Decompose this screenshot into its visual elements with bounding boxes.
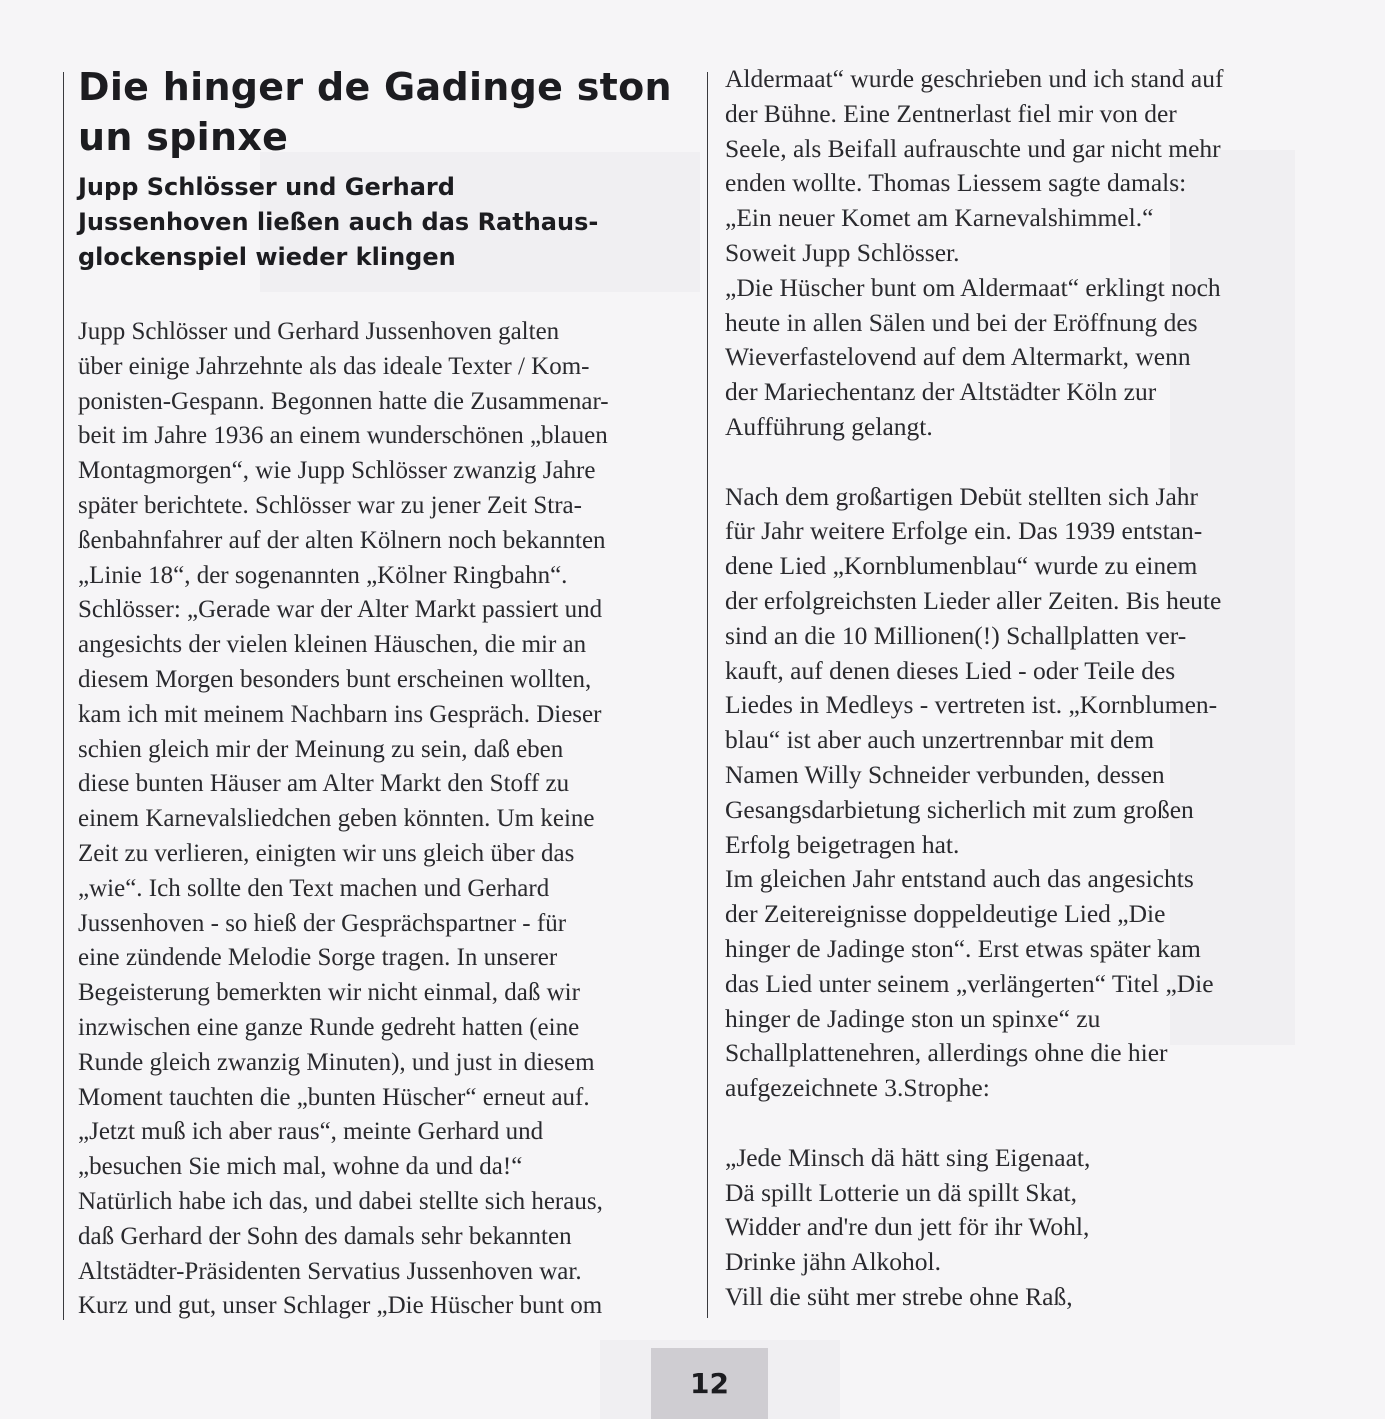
body-text-line: Altstädter-Präsidenten Servatius Jussenhoven war.: [78, 1257, 582, 1285]
body-text-line: Kurz und gut, unser Schlager „Die Hüscher bunt om: [78, 1292, 603, 1320]
body-text-line: enden wollte. Thomas Liessem sagte damals:: [725, 168, 1187, 198]
article-subtitle: [78, 170, 700, 275]
verse-line: Drinke jähn Alkohol.: [725, 1247, 942, 1277]
body-text-line: der Bühne. Eine Zentnerlast fiel mir von der: [725, 98, 1177, 128]
body-text-line: eine zündende Melodie Sorge tragen. In unserer: [78, 944, 558, 972]
verse-line: Widder and're dun jett för ihr Wohl,: [725, 1212, 1090, 1242]
paragraph-gap: [725, 445, 1305, 480]
title-line: un spinxe: [78, 115, 289, 159]
body-text-line: Jussenhoven - so hieß der Gesprächspartner - für: [78, 909, 567, 937]
body-text-line: Aufführung gelangt.: [725, 411, 933, 441]
body-text-line: Begeisterung bemerkten wir nicht einmal, daß wir: [78, 979, 580, 1007]
body-text-line: aufgezeichnete 3.Strophe:: [725, 1073, 990, 1103]
body-text-line: „besuchen Sie mich mal, wohne da und da!“: [78, 1153, 523, 1181]
body-text-line: sind an die 10 Millionen(!) Schallplatten ver-: [725, 620, 1187, 650]
right-column: [725, 62, 1305, 1315]
verse-line: „Jede Minsch dä hätt sing Eigenaat,: [725, 1142, 1091, 1172]
subtitle-line: Jupp Schlösser und Gerhard: [78, 173, 455, 201]
subtitle-line: Jussenhoven ließen auch das Rathaus-: [78, 208, 599, 236]
body-text-line: Schlösser: „Gerade war der Alter Markt passiert und: [78, 596, 603, 624]
body-text-line: kam ich mit meinem Nachbarn ins Gespräch. Dieser: [78, 700, 602, 728]
verse-line: Dä spillt Lotterie un dä spillt Skat,: [725, 1177, 1077, 1207]
body-text-line: einem Karnevalsliedchen geben könnten. Um keine: [78, 805, 595, 833]
column-divider-rule: [707, 72, 708, 1318]
body-text-line: ponisten-Gespann. Begonnen hatte die Zusammenar-: [78, 387, 609, 415]
body-text-line: Schallplattenehren, allerdings ohne die hier: [725, 1038, 1168, 1068]
left-column-rule: [63, 72, 64, 1320]
body-text-line: Moment tauchten die „bunten Hüscher“ erneut auf.: [78, 1083, 590, 1111]
body-text-line: daß Gerhard der Sohn des damals sehr bekannten: [78, 1222, 572, 1250]
title-line: Die hinger de Gadinge ston: [78, 65, 672, 109]
body-text-line: hinger de Jadinge ston“. Erst etwas später kam: [725, 933, 1201, 963]
body-text-line: diesem Morgen besonders bunt erscheinen wollten,: [78, 665, 592, 693]
body-text-line: „Die Hüscher bunt om Aldermaat“ erklingt noch: [725, 272, 1221, 302]
body-text-line: der Zeitereignisse doppeldeutige Lied „Die: [725, 899, 1166, 929]
body-text-line: kauft, auf denen dieses Lied - oder Teile des: [725, 655, 1176, 685]
body-text-line: blau“ ist aber auch unzertrennbar mit dem: [725, 725, 1155, 755]
body-text-line: Natürlich habe ich das, und dabei stellte sich heraus,: [78, 1187, 603, 1215]
body-text-line: Wieverfastelovend auf dem Altermarkt, wenn: [725, 342, 1191, 372]
body-text-line: für Jahr weitere Erfolge ein. Das 1939 entstan-: [725, 516, 1203, 546]
body-text-line: Soweit Jupp Schlösser.: [725, 237, 960, 267]
verse-line: Vill die süht mer strebe ohne Raß,: [725, 1281, 1073, 1311]
body-text-line: „Ein neuer Komet am Karnevalshimmel.“: [725, 203, 1154, 233]
page-number: 12: [651, 1348, 768, 1419]
body-text-line: „Linie 18“, der sogenannten „Kölner Ringbahn“.: [78, 561, 568, 589]
body-text-line: ßenbahnfahrer auf der alten Kölnern noch bekannten: [78, 526, 606, 554]
body-text-line: Aldermaat“ wurde geschrieben und ich stand auf: [725, 64, 1224, 93]
right-paragraph-2: [725, 480, 1305, 1106]
subtitle-line: glockenspiel wieder klingen: [78, 243, 456, 271]
body-text-line: der Mariechentanz der Altstädter Köln zur: [725, 377, 1157, 407]
article-title: [78, 62, 700, 162]
body-text-line: Namen Willy Schneider verbunden, dessen: [725, 759, 1165, 789]
body-text-line: Liedes in Medleys - vertreten ist. „Kornblumen-: [725, 690, 1218, 720]
paragraph-gap: [725, 1106, 1305, 1141]
body-text-line: Im gleichen Jahr entstand auch das angesichts: [725, 864, 1194, 894]
body-text-line: heute in allen Sälen und bei der Eröffnung des: [725, 307, 1198, 337]
body-text-line: Erfolg beigetragen hat.: [725, 829, 960, 859]
song-verse: [725, 1141, 1305, 1315]
left-column: [78, 62, 700, 1324]
body-text-line: Montagmorgen“, wie Jupp Schlösser zwanzig Jahre: [78, 457, 596, 485]
body-text-line: angesichts der vielen kleinen Häuschen, die mir an: [78, 631, 587, 659]
body-text-line: „Jetzt muß ich aber raus“, meinte Gerhard und: [78, 1118, 544, 1146]
body-text-line: beit im Jahre 1936 an einem wunderschönen „blauen: [78, 422, 608, 450]
body-text-line: Nach dem großartigen Debüt stellten sich Jahr: [725, 481, 1199, 511]
body-text-line: hinger de Jadinge ston un spinxe“ zu: [725, 1003, 1101, 1033]
body-text-line: diese bunten Häuser am Alter Markt den Stoff zu: [78, 770, 570, 798]
body-text-line: über einige Jahrzehnte als das ideale Texter / Kom-: [78, 352, 590, 380]
body-text-line: Jupp Schlösser und Gerhard Jussenhoven galten: [78, 318, 560, 345]
body-text-line: Runde gleich zwanzig Minuten), und just in diesem: [78, 1048, 595, 1076]
body-text-line: später berichtete. Schlösser war zu jener Zeit Stra-: [78, 491, 582, 519]
left-body-text: [78, 315, 700, 1324]
right-paragraph-1: [725, 62, 1305, 445]
body-text-line: „wie“. Ich sollte den Text machen und Gerhard: [78, 874, 550, 902]
body-text-line: inzwischen eine ganze Runde gedreht hatten (eine: [78, 1013, 580, 1041]
body-text-line: Gesangsdarbietung sicherlich mit zum großen: [725, 794, 1194, 824]
body-text-line: schien gleich mir der Meinung zu sein, daß eben: [78, 735, 564, 763]
body-text-line: das Lied unter seinem „verlängerten“ Titel „Die: [725, 968, 1214, 998]
body-text-line: Zeit zu verlieren, einigten wir uns gleich über das: [78, 839, 575, 867]
body-text-line: der erfolgreichsten Lieder aller Zeiten. Bis heute: [725, 585, 1222, 615]
body-text-line: Seele, als Beifall aufrauschte und gar nicht mehr: [725, 133, 1221, 163]
body-text-line: dene Lied „Kornblumenblau“ wurde zu einem: [725, 551, 1198, 581]
